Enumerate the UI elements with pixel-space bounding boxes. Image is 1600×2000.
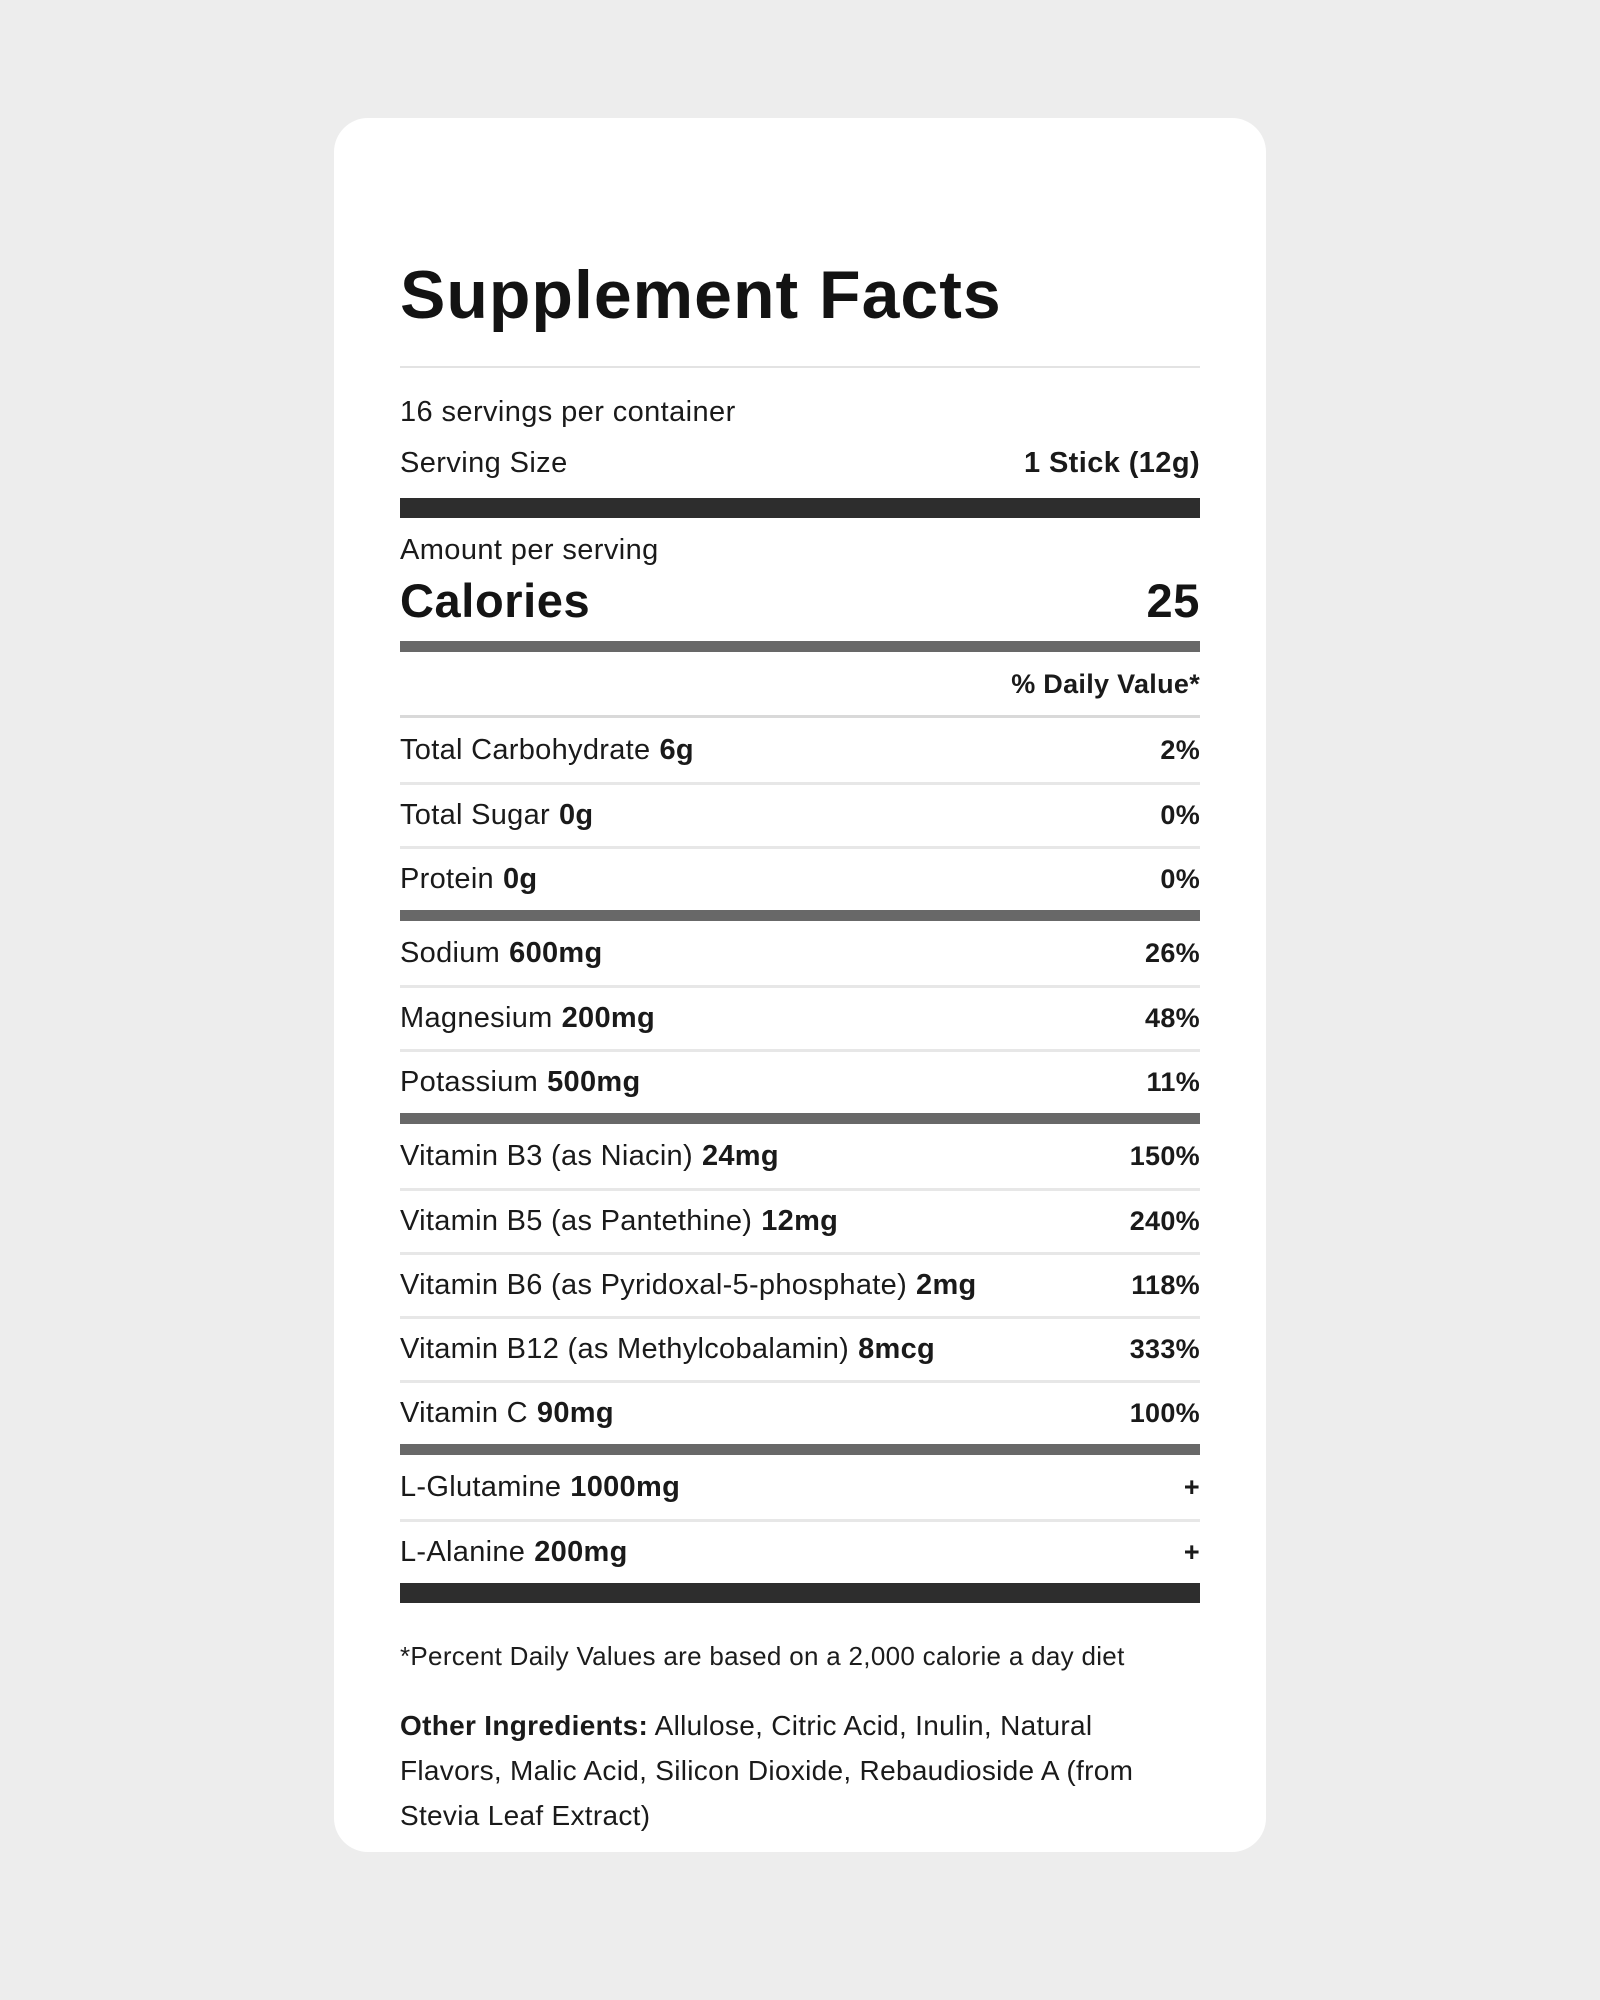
nutrient-label bbox=[400, 1471, 680, 1504]
nutrient-daily-value: 333% bbox=[1129, 1334, 1200, 1364]
nutrient-label bbox=[400, 1333, 935, 1366]
nutrient-name: Sodium bbox=[400, 936, 501, 969]
nutrient-row-total-sugar bbox=[400, 782, 1200, 846]
serving-size-label: Serving Size bbox=[400, 447, 568, 479]
nutrient-amount: 600mg bbox=[509, 936, 603, 969]
nutrient-amount: 200mg bbox=[561, 1002, 655, 1034]
separator-bar-medium-2 bbox=[400, 910, 1200, 921]
nutrient-group-electrolytes bbox=[400, 921, 1200, 1113]
separator-bar-medium-4 bbox=[400, 1444, 1200, 1455]
amount-per-serving-label: Amount per serving bbox=[400, 534, 659, 566]
nutrient-label bbox=[400, 1205, 838, 1238]
nutrient-amount: 200mg bbox=[534, 1536, 628, 1568]
nutrient-row-potassium bbox=[400, 1049, 1200, 1113]
nutrient-label bbox=[400, 1269, 977, 1302]
nutrient-daily-value: 240% bbox=[1129, 1206, 1200, 1236]
nutrient-amount: 0g bbox=[559, 799, 594, 831]
nutrient-daily-value: 11% bbox=[1146, 1067, 1200, 1097]
separator-bar-thick-bottom bbox=[400, 1583, 1200, 1603]
nutrient-name: L-Glutamine bbox=[400, 1470, 562, 1503]
nutrient-amount: 2mg bbox=[916, 1269, 977, 1301]
nutrient-label bbox=[400, 1066, 640, 1099]
other-ingredients-label: Other Ingredients: bbox=[400, 1710, 649, 1741]
nutrient-label bbox=[400, 799, 593, 832]
nutrient-name: Total Carbohydrate bbox=[400, 733, 651, 766]
nutrient-name: L-Alanine bbox=[400, 1536, 526, 1568]
nutrient-daily-value: 0% bbox=[1160, 864, 1200, 894]
other-ingredients bbox=[400, 1704, 1200, 1838]
nutrient-daily-value: 2% bbox=[1160, 734, 1200, 765]
nutrient-name: Vitamin B12 (as Methylcobalamin) bbox=[400, 1333, 850, 1365]
nutrient-row-vitamin-c bbox=[400, 1380, 1200, 1444]
nutrient-row-protein bbox=[400, 846, 1200, 910]
nutrient-daily-value: 150% bbox=[1129, 1140, 1200, 1171]
nutrient-name: Vitamin B6 (as Pyridoxal-5-phosphate) bbox=[400, 1269, 908, 1301]
nutrient-label bbox=[400, 1536, 628, 1569]
servings-per-container: 16 servings per container bbox=[400, 396, 736, 428]
nutrient-daily-value: + bbox=[1183, 1537, 1200, 1567]
nutrient-name: Total Sugar bbox=[400, 799, 550, 831]
nutrient-daily-value: + bbox=[1183, 1471, 1200, 1502]
calories-label: Calories bbox=[400, 574, 591, 627]
nutrient-row-l-alanine bbox=[400, 1519, 1200, 1583]
nutrient-label bbox=[400, 1002, 655, 1035]
nutrient-amount: 500mg bbox=[547, 1066, 641, 1098]
title-divider bbox=[400, 366, 1200, 368]
nutrient-name: Magnesium bbox=[400, 1002, 553, 1034]
nutrient-daily-value: 118% bbox=[1131, 1270, 1200, 1300]
serving-size-row bbox=[400, 447, 1200, 480]
nutrient-name: Vitamin C bbox=[400, 1397, 528, 1429]
separator-bar-medium-1 bbox=[400, 641, 1200, 652]
nutrient-row-vitamin-b3 bbox=[400, 1124, 1200, 1188]
nutrient-label bbox=[400, 937, 603, 970]
nutrient-amount: 0g bbox=[503, 863, 538, 895]
nutrient-amount: 90mg bbox=[536, 1397, 614, 1429]
other-ingredients-text: Allulose, Citric Acid, Inulin, Natural Flavors, Malic Acid, Silicon Dioxide, Rebaudioside A (from Stevia Leaf Extract) bbox=[400, 1710, 1134, 1831]
daily-value-footnote: *Percent Daily Values are based on a 2,000 calorie a day diet bbox=[400, 1641, 1125, 1671]
nutrient-label bbox=[400, 734, 694, 767]
nutrient-name: Vitamin B5 (as Pantethine) bbox=[400, 1205, 753, 1237]
nutrient-label bbox=[400, 1397, 614, 1430]
nutrient-daily-value: 0% bbox=[1160, 800, 1200, 830]
nutrient-amount: 1000mg bbox=[570, 1470, 681, 1503]
nutrient-row-total-carbohydrate bbox=[400, 718, 1200, 782]
nutrient-daily-value: 100% bbox=[1129, 1398, 1200, 1428]
serving-size-value: 1 Stick (12g) bbox=[1023, 447, 1200, 479]
nutrient-amount: 8mcg bbox=[858, 1333, 936, 1365]
nutrient-amount: 24mg bbox=[701, 1139, 779, 1172]
nutrient-row-magnesium bbox=[400, 985, 1200, 1049]
nutrient-name: Protein bbox=[400, 863, 494, 895]
nutrient-row-vitamin-b12 bbox=[400, 1316, 1200, 1380]
nutrient-row-sodium bbox=[400, 921, 1200, 985]
nutrient-group-vitamins bbox=[400, 1124, 1200, 1444]
calories-row bbox=[400, 573, 1200, 628]
nutrient-row-vitamin-b5 bbox=[400, 1188, 1200, 1252]
nutrient-row-l-glutamine bbox=[400, 1455, 1200, 1519]
supplement-facts-card bbox=[334, 118, 1266, 1852]
nutrient-amount: 12mg bbox=[761, 1205, 839, 1237]
nutrient-group-amino-acids bbox=[400, 1455, 1200, 1583]
label-title: Supplement Facts bbox=[400, 257, 1002, 333]
nutrient-name: Vitamin B3 (as Niacin) bbox=[400, 1139, 693, 1172]
nutrient-row-vitamin-b6 bbox=[400, 1252, 1200, 1316]
nutrient-label bbox=[400, 863, 537, 896]
nutrient-name: Potassium bbox=[400, 1066, 539, 1098]
calories-value: 25 bbox=[1146, 574, 1200, 627]
nutrient-label bbox=[400, 1140, 779, 1173]
daily-value-header: % Daily Value* bbox=[1011, 669, 1200, 699]
nutrient-group-macros bbox=[400, 718, 1200, 910]
nutrient-amount: 6g bbox=[659, 733, 694, 766]
separator-bar-thick-top bbox=[400, 498, 1200, 518]
nutrient-daily-value: 26% bbox=[1145, 937, 1200, 968]
nutrient-daily-value: 48% bbox=[1145, 1003, 1200, 1033]
separator-bar-medium-3 bbox=[400, 1113, 1200, 1124]
